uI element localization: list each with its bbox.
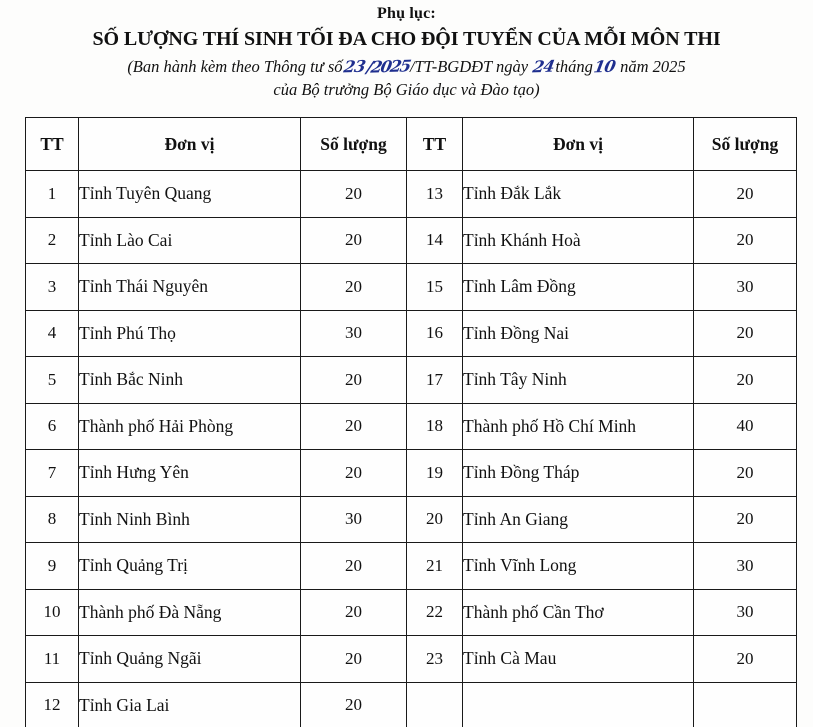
appendix-label: Phụ lục:: [377, 5, 436, 22]
cell-unit-right: Tỉnh Đồng Tháp: [463, 450, 694, 497]
cell-unit-right: [463, 682, 694, 727]
cell-index-right: 13: [407, 171, 463, 218]
cell-unit-right: Tỉnh Đắk Lắk: [463, 171, 694, 218]
cell-quantity-left: 20: [301, 264, 407, 311]
table-row: [26, 636, 797, 683]
cell-quantity-right: 20: [694, 217, 797, 264]
cell-unit-right: Tỉnh Cà Mau: [463, 636, 694, 683]
handwritten-month: 10: [592, 56, 617, 77]
cell-index-left: 7: [26, 450, 79, 497]
table-header-row: [26, 118, 797, 171]
handwritten-day: 24: [531, 56, 557, 77]
column-header-unit-right: Đơn vị: [463, 118, 694, 171]
cell-unit-left: Tỉnh Quảng Trị: [79, 543, 301, 590]
cell-index-right: 20: [407, 496, 463, 543]
cell-index-right: [407, 682, 463, 727]
cell-quantity-left: 30: [301, 310, 407, 357]
table-row: [26, 310, 797, 357]
cell-quantity-left: 20: [301, 357, 407, 404]
cell-quantity-left: 20: [301, 171, 407, 218]
table-header: [26, 118, 797, 171]
table-row: [26, 450, 797, 497]
cell-unit-left: Tỉnh Ninh Bình: [79, 496, 301, 543]
cell-unit-right: Tỉnh Vĩnh Long: [463, 543, 694, 590]
cell-index-left: 6: [26, 403, 79, 450]
cell-quantity-left: 20: [301, 589, 407, 636]
table-row: [26, 496, 797, 543]
issuing-reference-line-1: [0, 55, 813, 78]
column-header-quantity-left: Số lượng: [301, 118, 407, 171]
cell-quantity-left: 20: [301, 450, 407, 497]
cell-index-left: 4: [26, 310, 79, 357]
cell-index-left: 10: [26, 589, 79, 636]
cell-quantity-right: 20: [694, 450, 797, 497]
cell-index-left: 5: [26, 357, 79, 404]
cell-index-right: 17: [407, 357, 463, 404]
table-row: [26, 357, 797, 404]
cell-unit-left: Tỉnh Thái Nguyên: [79, 264, 301, 311]
issue-text-part-2: /TT-BGDĐT ngày: [410, 57, 529, 76]
cell-index-right: 22: [407, 589, 463, 636]
cell-unit-right: Tỉnh An Giang: [463, 496, 694, 543]
table-row: [26, 543, 797, 590]
cell-unit-right: Thành phố Hồ Chí Minh: [463, 403, 694, 450]
cell-unit-left: Tỉnh Tuyên Quang: [79, 171, 301, 218]
cell-quantity-right: 20: [694, 636, 797, 683]
cell-index-right: 14: [407, 217, 463, 264]
cell-index-right: 16: [407, 310, 463, 357]
page-title: SỐ LƯỢNG THÍ SINH TỐI ĐA CHO ĐỘI TUYỂN CỦA MỖI MÔN THI: [92, 28, 721, 50]
cell-unit-left: Tỉnh Phú Thọ: [79, 310, 301, 357]
document-header: [0, 0, 813, 101]
handwritten-document-year: /2025: [364, 56, 411, 77]
cell-unit-left: Thành phố Hải Phòng: [79, 403, 301, 450]
table-row: [26, 403, 797, 450]
cell-index-right: 19: [407, 450, 463, 497]
issue-text-part-1: (Ban hành kèm theo Thông tư số: [127, 57, 343, 76]
cell-unit-left: Tỉnh Hưng Yên: [79, 450, 301, 497]
cell-unit-left: Tỉnh Bắc Ninh: [79, 357, 301, 404]
cell-unit-left: Tỉnh Quảng Ngãi: [79, 636, 301, 683]
cell-index-left: 3: [26, 264, 79, 311]
column-header-quantity-right: Số lượng: [694, 118, 797, 171]
cell-quantity-right: 30: [694, 543, 797, 590]
cell-unit-left: Tỉnh Gia Lai: [79, 682, 301, 727]
cell-index-left: 2: [26, 217, 79, 264]
cell-index-right: 23: [407, 636, 463, 683]
cell-quantity-right: 20: [694, 310, 797, 357]
cell-quantity-right: [694, 682, 797, 727]
cell-index-left: 12: [26, 682, 79, 727]
cell-unit-right: Thành phố Cần Thơ: [463, 589, 694, 636]
cell-quantity-right: 40: [694, 403, 797, 450]
cell-quantity-left: 30: [301, 496, 407, 543]
quota-table: [25, 117, 797, 727]
issuing-reference-line-2: của Bộ trưởng Bộ Giáo dục và Đào tạo): [273, 80, 540, 99]
cell-quantity-left: 20: [301, 682, 407, 727]
cell-quantity-right: 30: [694, 264, 797, 311]
quota-table-container: [25, 117, 796, 727]
cell-unit-left: Tỉnh Lào Cai: [79, 217, 301, 264]
table-row: [26, 217, 797, 264]
column-header-tt-left: TT: [26, 118, 79, 171]
cell-quantity-left: 20: [301, 403, 407, 450]
cell-index-left: 8: [26, 496, 79, 543]
cell-quantity-right: 20: [694, 171, 797, 218]
issue-text-part-4: năm 2025: [620, 57, 686, 76]
cell-unit-right: Tỉnh Lâm Đồng: [463, 264, 694, 311]
table-row: [26, 589, 797, 636]
cell-quantity-right: 20: [694, 496, 797, 543]
cell-index-left: 11: [26, 636, 79, 683]
cell-unit-right: Tỉnh Tây Ninh: [463, 357, 694, 404]
cell-quantity-left: 20: [301, 217, 407, 264]
handwritten-document-number: 23: [341, 56, 367, 77]
table-body: [26, 171, 797, 727]
cell-unit-left: Thành phố Đà Nẵng: [79, 589, 301, 636]
issue-text-part-3: tháng: [555, 57, 593, 76]
cell-index-right: 15: [407, 264, 463, 311]
cell-unit-right: Tỉnh Khánh Hoà: [463, 217, 694, 264]
cell-quantity-right: 30: [694, 589, 797, 636]
cell-index-right: 18: [407, 403, 463, 450]
column-header-tt-right: TT: [407, 118, 463, 171]
cell-quantity-right: 20: [694, 357, 797, 404]
table-row: [26, 264, 797, 311]
cell-index-right: 21: [407, 543, 463, 590]
table-row: [26, 171, 797, 218]
table-row: [26, 682, 797, 727]
cell-index-left: 1: [26, 171, 79, 218]
cell-unit-right: Tỉnh Đồng Nai: [463, 310, 694, 357]
column-header-unit-left: Đơn vị: [79, 118, 301, 171]
cell-quantity-left: 20: [301, 543, 407, 590]
cell-quantity-left: 20: [301, 636, 407, 683]
cell-index-left: 9: [26, 543, 79, 590]
